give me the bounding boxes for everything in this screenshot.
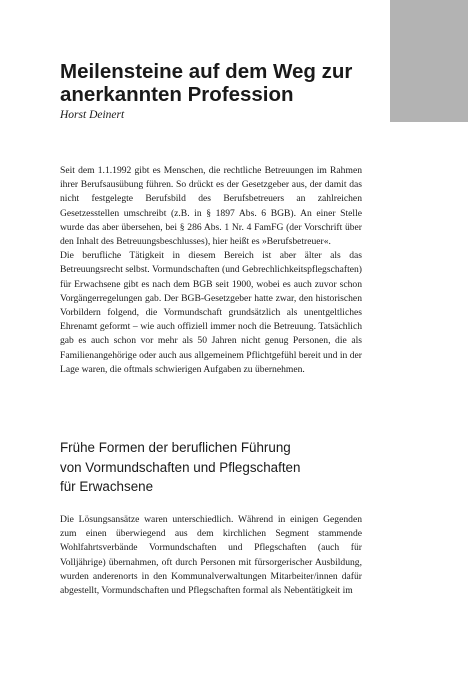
section-heading-line: von Vormundschaften und Pflegschaften xyxy=(60,459,301,475)
section-heading xyxy=(60,438,380,497)
section-heading-line: für Erwachsene xyxy=(60,479,154,494)
chapter-title: Meilensteine auf dem Weg zur anerkannten Profession xyxy=(60,60,353,106)
author-name: Horst Deinert xyxy=(60,109,125,121)
paragraph: Seit dem 1.1.1992 gibt es Menschen, die rechtliche Betreuungen im Rahmen ihrer Berufsausübung führen. So drückt es der Gesetzgeber aus, der damit das nicht festgelegte Berufsbild des Berufsbetreuers an zahlreichen Gesetzesstellen umschreibt (z.B. in § 1897 Abs. 6 BGB). An einer Stelle wurde das aber übersehen, bei § 286 Abs. 1 Nr. 4 FamFG (der Vorschrift über den Inhalt des Betreuungsbeschlusses), hier heißt es »Berufsbetreuer«. xyxy=(60,165,362,248)
paragraph: Die berufliche Tätigkeit in diesem Bereich ist aber älter als das Betreuungsrecht selbst. Vormundschaften (und Gebrechlichkeitspflegschaften) für Erwachsene gibt es nach dem BGB seit 1900, wobei es auch zuvor schon Vorgängerregelungen gab. Der BGB-Gesetzgeber hatte zwar, den historischen Vorbildern folgend, die Vormundschaft grundsätzlich als unentgeltliches Ehrenamt geformt – wie auch offiziell immer noch die Betreuung. Tatsächlich gab es auch schon vor mehr als 50 Jahren nicht genug Personen, die als Familienangehörige oder auch aus allgemeinem Pflichtgefühl bereit und in der Lage waren, die oftmals schwierigen Aufgaben zu übernehmen. xyxy=(60,250,362,375)
section2-body xyxy=(60,513,362,598)
paragraph: Die Lösungsansätze waren unterschiedlich. Während in einigen Gegenden zum einen überwiegend aus dem kirchlichen Segment stammende Wohlfahrtsverbände Vormundschaften und Pflegschaften (auch für Volljährige) übernahmen, oft durch Personen mit fürsorgerischer Ausbildung, wurden anderenorts in den Kommunalverwaltungen Mitarbeiter/innen dafür abgestellt, Vormundschaften und Pflegschaften formal als Nebentätigkeit im xyxy=(60,514,362,597)
chapter-tab-marker xyxy=(390,0,468,122)
section-heading-line: Frühe Formen der beruflichen Führung xyxy=(60,440,291,455)
section1-body xyxy=(60,164,362,377)
